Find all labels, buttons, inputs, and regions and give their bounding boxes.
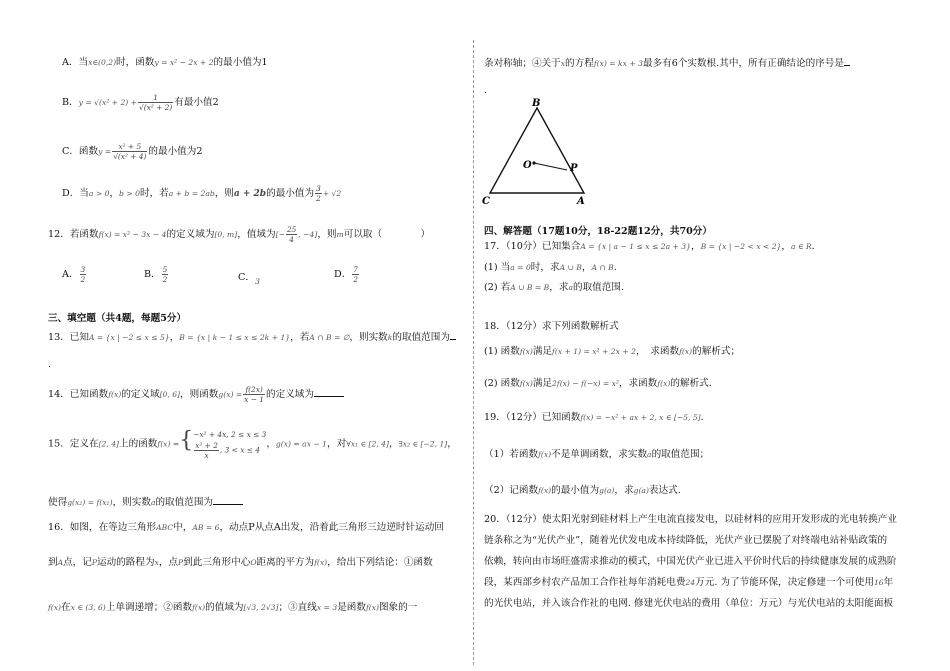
math-function: g(x) = <box>218 390 243 399</box>
text: ，则 <box>214 188 234 199</box>
math-interval: , −4] <box>298 230 318 239</box>
text: 上的函数 <box>119 438 158 450</box>
option-label: C．函数 <box>62 146 99 157</box>
fraction-denominator: 2 <box>80 275 86 284</box>
math-interval: [√3, 2√3] <box>243 603 279 612</box>
question-16-line2 <box>48 556 433 570</box>
text: ，则实数 <box>112 497 151 508</box>
text: ， <box>581 262 592 273</box>
question-18-part1 <box>484 345 740 359</box>
math-function: f(x) = <box>157 439 180 449</box>
question-text: 使得 <box>48 497 68 508</box>
math-function: f(x) <box>657 379 671 388</box>
math-variable: x <box>154 558 159 567</box>
text: ；③直线 <box>278 602 317 613</box>
text: . <box>613 262 617 273</box>
math-point: O <box>250 558 257 567</box>
q11-option-b <box>62 92 219 114</box>
text: 在 <box>61 602 71 613</box>
text: ， <box>781 241 791 252</box>
text: 条对称轴；④关于 <box>484 58 561 69</box>
fraction-numerator: 7 <box>353 265 358 274</box>
math-condition: a ∈ R <box>790 242 812 251</box>
question-16-line4 <box>484 55 850 71</box>
text: 时，求 <box>530 262 560 273</box>
math-set: A = {x | −2 ≤ x ≤ 5} <box>89 333 170 342</box>
math-function: y = x² − 2x + 2 <box>154 58 214 67</box>
math-number: 16 <box>873 578 884 587</box>
option-label: D．当 <box>62 188 89 199</box>
question-text: 17．（10分）已知集合 <box>484 241 581 252</box>
text: (2) 函数 <box>484 378 520 389</box>
math-equation: g(x₂) = f(x₁) <box>67 498 113 507</box>
question-12 <box>48 223 430 247</box>
math-condition: b > 0 <box>119 189 140 198</box>
text: ， <box>447 438 457 450</box>
question-17-part2 <box>484 281 624 295</box>
q13-period: . <box>48 359 52 370</box>
text: . <box>811 241 815 252</box>
vertex-label-b: B <box>532 98 541 109</box>
math-quantifier: ∃x₂ ∈ [−2, 1] <box>398 439 448 449</box>
text: ，则 <box>317 229 337 240</box>
text: 点，记 <box>63 557 92 568</box>
math-set: A = {x | a − 1 ≤ x ≤ 2a + 3} <box>580 242 691 251</box>
text: ，对 <box>327 438 347 450</box>
text: 段，某西部乡村农产品加工合作社每年消耗电费 <box>484 577 686 588</box>
text: ，则函数 <box>180 389 219 400</box>
text: (1) 函数 <box>484 346 520 357</box>
question-20-line2: 链条称之为“光伏产业”，随着光伏发电成本持续降低，光伏产业已摆脱了对终端电站补贴政策的 <box>484 535 888 546</box>
question-19 <box>484 411 704 425</box>
text: 的定义域 <box>121 389 160 400</box>
math-function: f(x) <box>679 347 693 356</box>
text: ，给出下列结论：①函数 <box>327 557 433 568</box>
math-function: g(a) <box>633 486 649 495</box>
q12-option-b <box>144 263 169 287</box>
text: 图象的一 <box>378 602 418 613</box>
text: ，点 <box>158 557 179 568</box>
math-expression: a + 2b <box>233 189 267 199</box>
math-variable: a <box>150 498 156 507</box>
math-condition: a + b = 2ab <box>168 189 215 198</box>
text: 有最小值2 <box>174 97 219 108</box>
math-condition: x∈(0,2) <box>88 58 117 67</box>
question-20-line5: 的光伏电站，并入该合作社的电网. 修建光伏电站的费用（单位：万元）与光伏电站的太阳能面板 <box>484 598 894 609</box>
math-set: A ∪ B <box>559 263 582 272</box>
q11-option-d <box>62 183 341 205</box>
fraction-denominator: x <box>204 451 209 460</box>
math-fraction <box>352 265 359 284</box>
question-17 <box>484 240 815 254</box>
text: 到 <box>48 557 58 568</box>
math-function: y = <box>98 147 112 156</box>
text: ， <box>109 188 120 199</box>
math-function: f(x) <box>48 603 62 612</box>
answer-blank[interactable] <box>844 55 850 66</box>
math-interval: [2, 4] <box>98 439 120 449</box>
text: ，求函数 <box>619 378 658 389</box>
question-14 <box>48 384 344 406</box>
math-variable: k <box>387 333 393 342</box>
question-13 <box>48 329 456 345</box>
math-equation: f(x) = kx + 3 <box>593 59 643 68</box>
math-set: B = {x | −2 < x < 2} <box>700 242 782 251</box>
fraction-denominator: 2 <box>353 275 358 284</box>
text: 表达式. <box>648 485 681 496</box>
text: 的解析式； <box>692 346 741 357</box>
fraction-numerator: 1 <box>138 93 173 103</box>
text: 不是单调函数，求实数 <box>551 449 648 460</box>
math-interval: [0, m] <box>214 230 238 239</box>
text: ， <box>690 241 701 252</box>
option-label: C． <box>238 272 255 283</box>
fraction-denominator: √(x² + 2) <box>139 103 173 112</box>
option-label: A．当 <box>62 57 89 68</box>
text: ，动点P从点A出发，沿着此三角形三边逆时针运动回 <box>219 522 444 533</box>
math-fraction <box>194 441 219 460</box>
question-20-line3: 依赖，转向由市场旺盛需求推动的模式，中国光伏产业已进入平价时代后的持续健康发展的成熟阶 <box>484 556 897 567</box>
math-function: y = √(x² + 2) + <box>78 98 138 107</box>
question-text: 13．已知 <box>48 332 89 343</box>
math-point: P <box>91 558 97 567</box>
math-function: g(x) = ax − 1 <box>275 439 328 449</box>
question-18: 18．（12分）求下列函数解析式 <box>484 321 619 332</box>
triangle-figure <box>478 96 588 208</box>
text: 运动的路程为 <box>96 557 155 568</box>
math-interval: [0, 6] <box>159 390 181 399</box>
triangle-abc <box>490 108 584 193</box>
question-text: 19．（12分）已知函数 <box>484 412 581 423</box>
text: 的最小值为1 <box>213 57 268 68</box>
text: 时，若 <box>139 188 169 199</box>
fraction-numerator: x² + 5 <box>112 142 147 152</box>
vertex-label-a: A <box>577 196 585 207</box>
question-text: 12．若函数 <box>48 229 99 240</box>
math-function: f(x) <box>519 347 533 356</box>
fraction-denominator: √(x² + 4) <box>113 152 147 161</box>
math-function: g(a) <box>599 486 615 495</box>
question-15-cont <box>48 494 243 510</box>
text: 可以取（ ） <box>343 229 431 240</box>
piecewise-row <box>193 441 266 460</box>
text: 的取值范围为 <box>155 497 214 508</box>
piecewise-function <box>179 428 266 460</box>
math-function: f(x) = x² − 3x − 4 <box>98 230 167 239</box>
option-label: D． <box>334 269 352 280</box>
q12-option-c <box>238 266 260 290</box>
math-point: P <box>178 558 184 567</box>
math-interval: x ∈ (3, 6) <box>70 603 106 612</box>
vertex-label-c: C <box>482 196 490 207</box>
text: 的解析式. <box>670 378 712 389</box>
question-17-part1 <box>484 261 617 275</box>
question-18-part2 <box>484 377 712 391</box>
answer-blank[interactable] <box>314 386 344 397</box>
math-fraction <box>138 93 173 112</box>
math-fraction <box>80 265 87 284</box>
math-function: f(x) <box>108 390 122 399</box>
math-number: 24 <box>685 578 696 587</box>
math-fraction <box>243 385 265 404</box>
question-16-line3 <box>48 598 417 618</box>
point-label-p: P <box>570 163 578 174</box>
math-equation: f(x + 1) = x² + 2x + 2 <box>552 347 636 356</box>
piecewise-row: −x² + 4x, 2 ≤ x ≤ 3 <box>193 430 267 439</box>
fraction-numerator: 3 <box>316 184 321 193</box>
fraction-numerator: 3 <box>80 265 86 274</box>
segment-op <box>534 163 567 170</box>
question-15 <box>48 428 457 460</box>
text: （1）若函数 <box>484 449 539 460</box>
q16-period: . <box>484 85 488 96</box>
fraction-numerator: 25 <box>286 225 297 234</box>
column-divider <box>473 40 474 665</box>
math-variable: x <box>560 59 566 68</box>
math-triangle: ABC <box>156 523 174 532</box>
math-equation: x = 3 <box>316 603 338 612</box>
fraction-numerator: x² + 2 <box>195 441 218 450</box>
piecewise-rows <box>193 429 266 460</box>
center-label-o: O <box>523 160 532 171</box>
text: 的最小值为 <box>551 485 600 496</box>
text: ，若 <box>290 332 310 343</box>
piecewise-condition: , 3 < x ≤ 4 <box>219 445 260 455</box>
text: （2）记函数 <box>484 485 539 496</box>
text: ，则实数 <box>349 332 388 343</box>
text: 万元. 为了节能环保，决定修建一个可使用 <box>695 577 874 588</box>
text: 到此三角形中心 <box>183 557 251 568</box>
text: 年 <box>883 577 894 588</box>
text: 的取值范围； <box>651 449 710 460</box>
text: (1) 当 <box>484 262 511 273</box>
fraction-denominator: 4 <box>289 235 294 244</box>
piecewise-brace: { <box>179 428 194 453</box>
math-function: f(x) <box>314 558 328 567</box>
math-function: f(x) <box>519 379 533 388</box>
math-equation: AB = 6 <box>192 523 220 532</box>
question-16 <box>48 521 444 535</box>
text: 的最小值为 <box>266 188 315 199</box>
q11-option-a <box>62 56 268 70</box>
text: 上单调递增；②函数 <box>105 602 193 613</box>
option-label: B． <box>62 97 79 108</box>
math-condition: a > 0 <box>88 189 110 198</box>
fraction-numerator: f(2x) <box>243 385 265 395</box>
math-set: B = {x | k − 1 ≤ x ≤ 2k + 1} <box>179 333 291 342</box>
section-heading-fill-in: 三、填空题（共4题，每题5分） <box>48 313 187 324</box>
q11-option-c <box>62 141 202 163</box>
math-variable: m <box>336 230 344 239</box>
text: 的取值范围. <box>572 282 625 293</box>
question-text: 16．如图，在等边三角形 <box>48 522 157 533</box>
text: 中， <box>173 522 193 533</box>
option-label: A． <box>62 269 79 280</box>
answer-blank[interactable] <box>213 494 243 505</box>
text: 满足 <box>532 378 553 389</box>
question-text: 15．定义在 <box>48 438 99 450</box>
fraction-denominator: 2 <box>316 194 321 203</box>
option-value: 3 <box>254 277 260 286</box>
text: ，求 <box>549 282 569 293</box>
question-20-line4 <box>484 576 893 590</box>
text: ， <box>169 332 180 343</box>
text: 最多有6个实数根.其中，所有正确结论的序号是 <box>642 58 844 69</box>
text: 的方程 <box>565 58 594 69</box>
question-19-part2 <box>484 484 681 498</box>
text: 的值域为 <box>205 602 244 613</box>
math-condition: A ∪ B = B <box>510 283 550 292</box>
text: (2) 若 <box>484 282 511 293</box>
fraction-denominator: 2 <box>162 275 168 284</box>
q12-option-d <box>334 263 360 287</box>
math-variable: a <box>647 450 652 459</box>
math-fraction <box>112 142 147 161</box>
math-function: f(x) <box>538 486 552 495</box>
math-fraction <box>162 265 169 284</box>
text: . <box>700 412 704 423</box>
text: ， <box>266 438 276 450</box>
math-condition: A ∩ B = ∅ <box>309 333 350 342</box>
question-text: 14．已知函数 <box>48 389 109 400</box>
answer-blank[interactable] <box>450 329 456 340</box>
section-heading-answers: 四、解答题（17题10分，18-22题12分，共70分） <box>484 226 712 237</box>
text: ，值域为 <box>237 229 276 240</box>
text: ， 求函数 <box>635 346 680 357</box>
math-equation: 2f(x) − f(−x) = x² <box>552 379 619 388</box>
option-label: B． <box>144 269 161 280</box>
text: 的最小值为2 <box>148 146 203 157</box>
math-interval: [− <box>275 230 285 239</box>
text: 满足 <box>532 346 553 357</box>
math-variable: a <box>568 283 573 292</box>
math-function: f(x) <box>538 450 552 459</box>
center-point-o <box>532 161 535 164</box>
fraction-denominator: x − 1 <box>244 395 265 404</box>
math-fraction <box>286 225 297 244</box>
math-set: A ∩ B <box>591 263 614 272</box>
question-20: 20．（12分）使太阳光射到硅材料上产生电流直接发电，以硅材料的应用开发形成的光电转换产业 <box>484 514 897 525</box>
math-fraction <box>315 184 322 203</box>
math-function: f(x) = −x² + ax + 2, x ∈ [−5, 5] <box>580 413 701 422</box>
text: 距离的平方为 <box>256 557 315 568</box>
math-function: f(x) <box>192 603 206 612</box>
math-point: A <box>57 558 64 567</box>
text: 是函数 <box>337 602 366 613</box>
text: 的定义域为 <box>166 229 215 240</box>
text: ， <box>388 438 399 450</box>
math-function: f(x) <box>365 603 379 612</box>
q12-option-a <box>62 263 87 287</box>
question-19-part1 <box>484 448 709 462</box>
text: 的定义域为 <box>266 389 314 400</box>
text: ，求 <box>614 485 634 496</box>
math-quantifier: ∀x₁ ∈ [2, 4] <box>346 439 389 449</box>
math-condition: a = 0 <box>510 263 531 272</box>
text: 时，函数 <box>116 57 155 68</box>
text: 的取值范围为 <box>392 332 450 343</box>
fraction-numerator: 5 <box>162 265 168 274</box>
math-expression: + √2 <box>322 189 342 198</box>
